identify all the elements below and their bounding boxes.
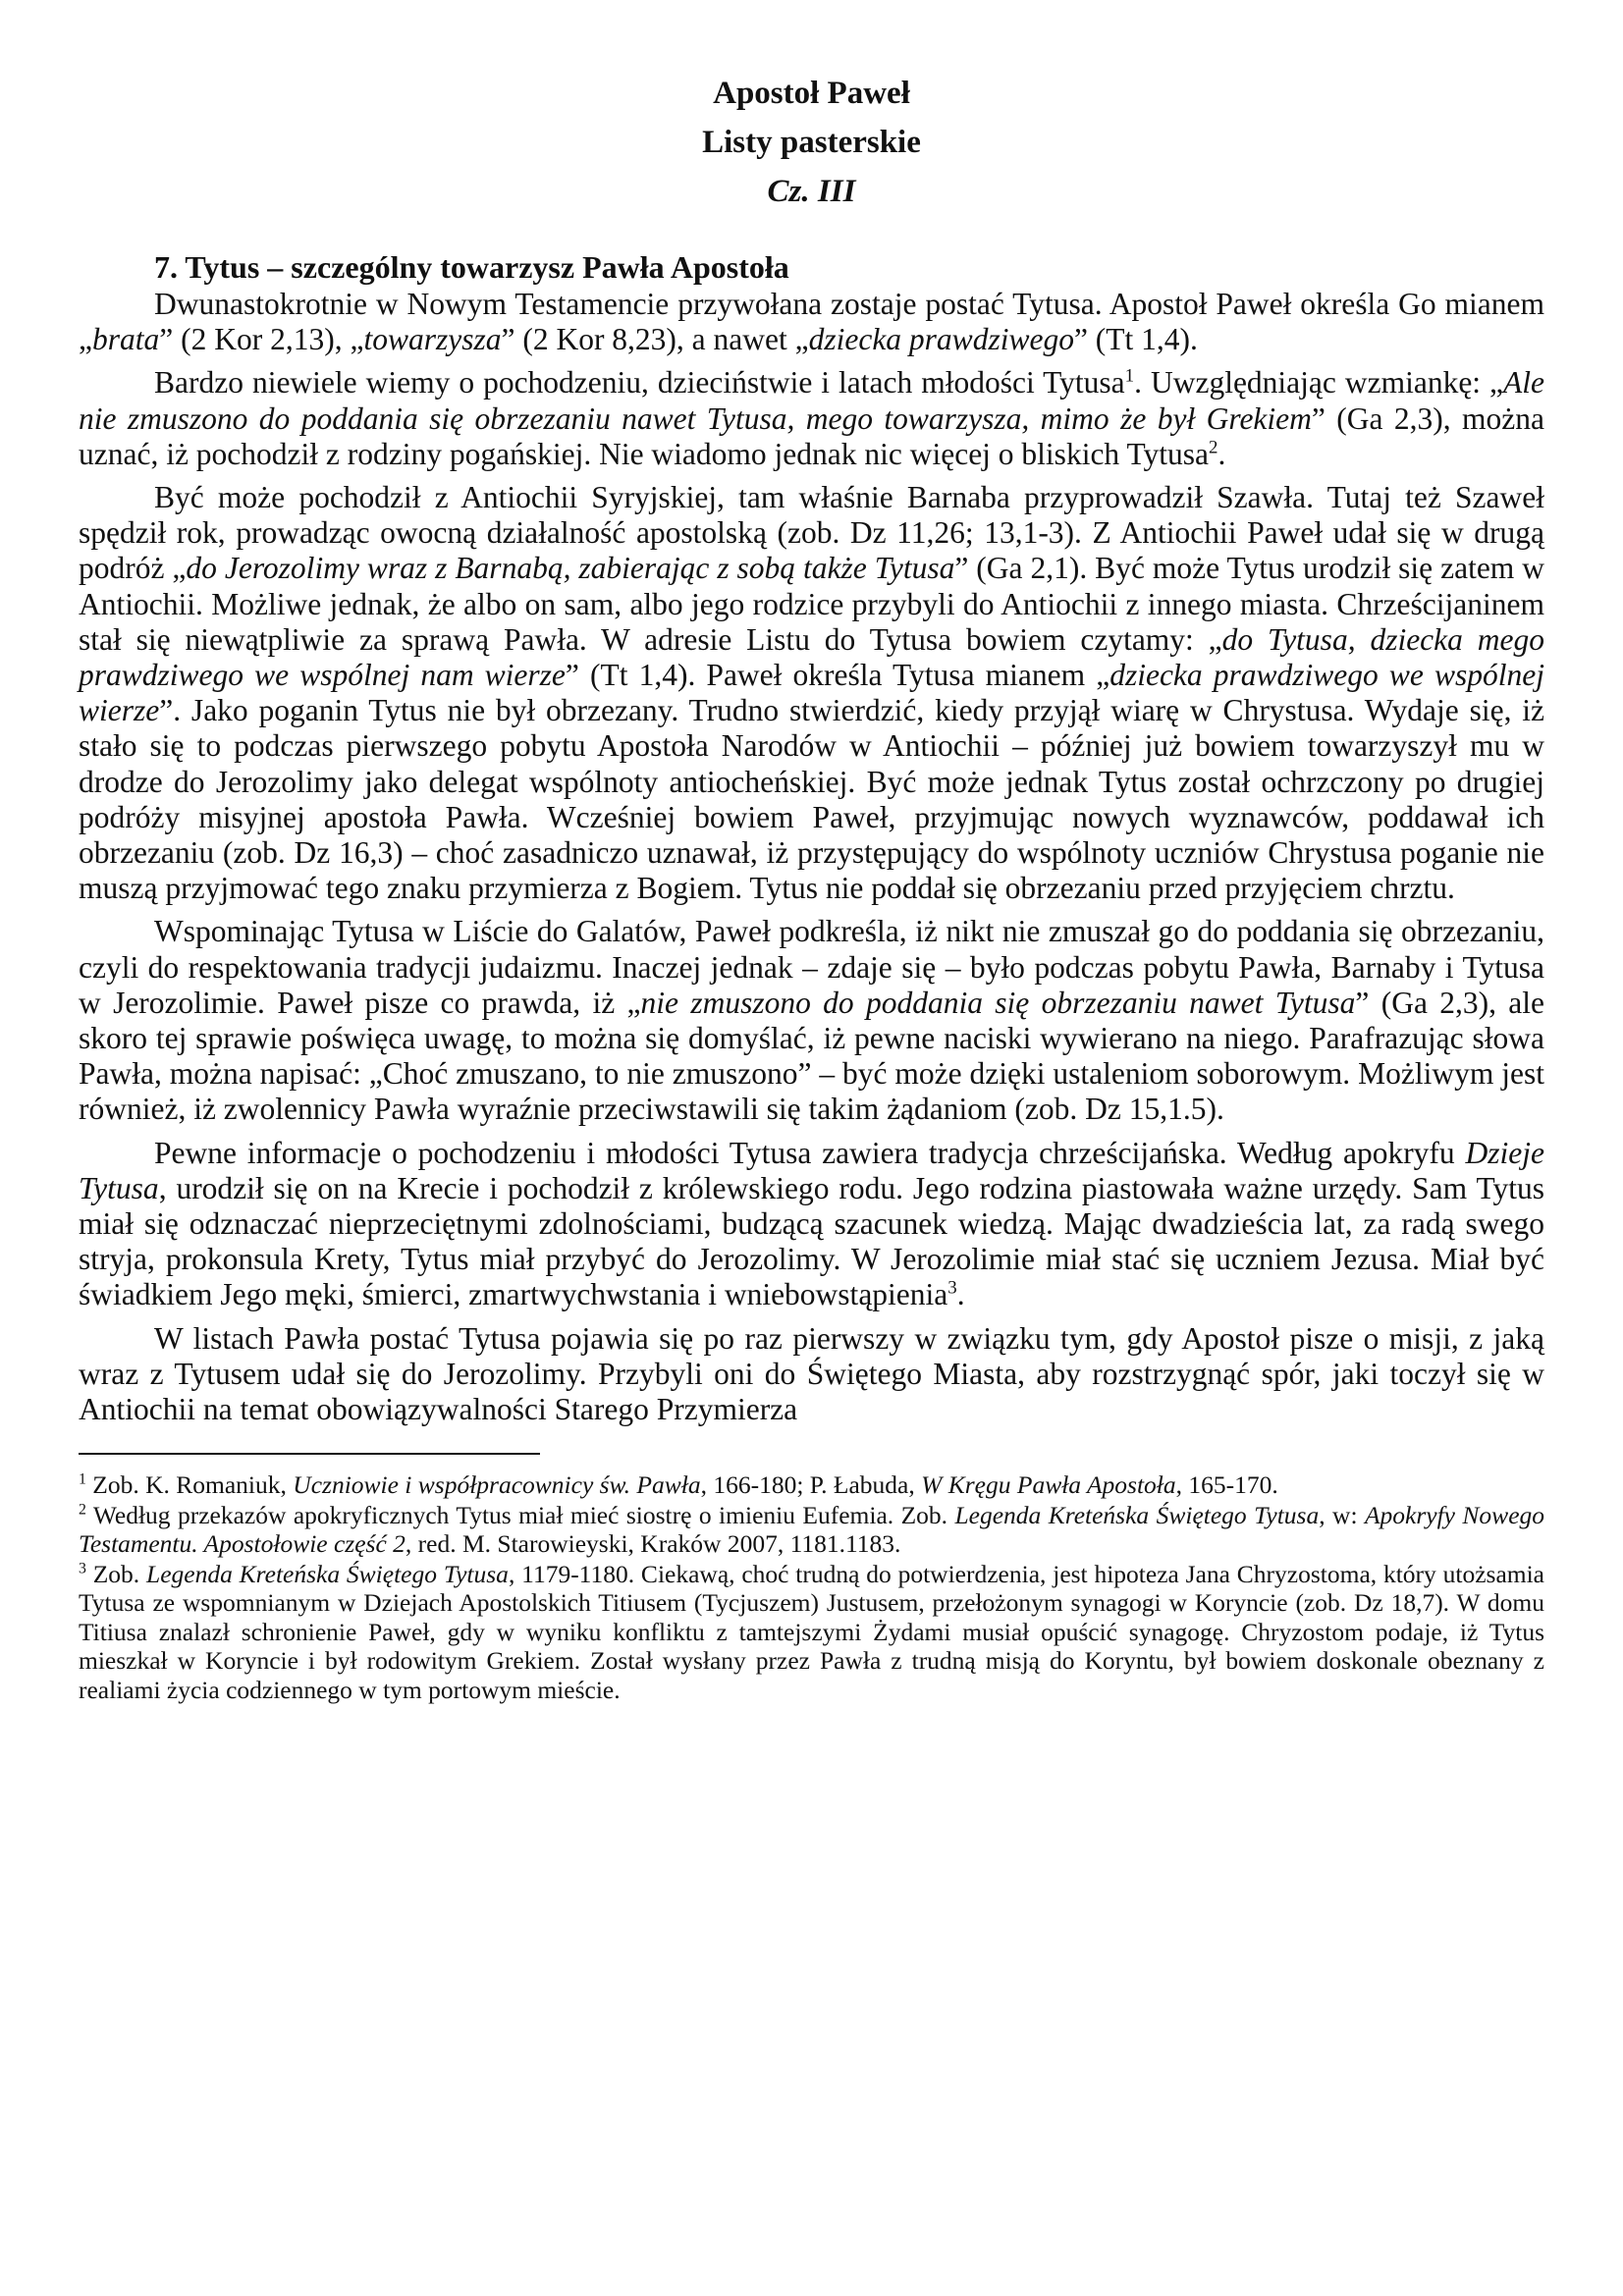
quotation: Dzieje Tytusa (79, 1135, 1544, 1205)
footnote (79, 1560, 1544, 1705)
quotation: nie zmuszono do poddania się obrzezaniu nawet Tytusa (640, 985, 1356, 1020)
footnote-separator (79, 1453, 540, 1455)
text-run: , red. M. Starowieyski, Kraków 2007, 1181.1183. (405, 1529, 901, 1559)
text-run: Według przekazów apokryficznych Tytus miał mieć siostrę o imieniu Eufemia. Zob. (85, 1500, 955, 1529)
text-run: ”. Jako poganin Tytus nie był obrzezany. Trudno stwierdzić, kiedy przyjął wiarę w Chrystusa. Wydaje się, iż stało się to podczas pierwszego pobytu Apostoła Narodów w Antiochii – później już bowiem towarzyszył mu w drodze do Jerozolimy jako delegat wspólnoty antiocheńskiej. Być może jednak Tytus został ochrzczony po drugiej podróży misyjnej apostoła Pawła. Wcześniej bowiem Paweł, przyjmując nowych wyznawców, poddawał ich obrzezaniu (zob. Dz 16,3) – choć zasadniczo uznawał, iż przystępujący do wspólnoty uczniów Chrystusa poganie nie muszą przyjmować tego znaku przymierza z Bogiem. Tytus nie poddał się obrzezaniu przed przyjęciem chrztu. (79, 693, 1544, 906)
text-run: ” (Tt 1,4). Paweł określa Tytusa mianem „ (565, 658, 1110, 693)
text-run: , 1179-1180. Ciekawą, choć trudną do potwierdzenia, jest hipoteza Jana Chryzostoma, który utożsamia Tytusa ze wspomnianym w Dziejach Apostolskich Titiusem (Tycjuszem) Justusem, przełożonym synagogi w Koryncie (zob. Dz 18,7). W domu Titiusa znalazł schronienie Paweł, gdy w wyniku konfliktu z tamtejszymi Żydami musiał opuścić synagogę. Chryzostom podaje, iż Tytus mieszkał w Koryncie i był rodowitym Grekiem. Został wysłany przez Pawła z trudną misją do Koryntu, był bowiem doskonale obeznany z realiami życia codziennego w tym portowym mieście. (79, 1559, 1545, 1704)
text-run: Dwunastokrotnie w Nowym Testamencie przywołana zostaje postać Tytusa. Apostoł Paweł określa Go mianem „ (79, 287, 1544, 357)
paragraph (79, 1136, 1544, 1313)
text-run: ” (Ga 2,1). Być może Tytus urodził się zatem w Antiochii. Możliwe jednak, że albo on sam, albo jego rodzice przybyli do Antiochii z innego miasta. Chrześcijaninem stał się niewątpliwie za sprawą Pawła. W adresie Listu do Tytusa bowiem czytamy: „ (79, 551, 1545, 657)
quotation: brata (91, 322, 160, 357)
text-run: ” (Ga 2,3), można uznać, iż pochodził z rodziny pogańskiej. Nie wiadomo jednak nic więcej o bliskich Tytusa (79, 400, 1544, 471)
footnote-number: 2 (79, 1501, 86, 1519)
text-run: W listach Pawła postać Tytusa pojawia się po raz pierwszy w związku tym, gdy Apostoł pisze o misji, z jaką wraz z Tytusem udał się do Jerozolimy. Przybyli oni do Świętego Miasta, aby rozstrzygnąć spór, jaki toczył się w Antiochii na temat obowiązywalności Starego Przymierza (79, 1320, 1544, 1427)
footnote-ref: 1 (1124, 365, 1135, 387)
document-subtitle: Listy pasterskie (702, 125, 921, 160)
document-page (79, 69, 1544, 1705)
footnotes (79, 1470, 1544, 1704)
footnote (79, 1501, 1544, 1559)
paragraph (79, 914, 1544, 1127)
quotation: do Tytusa, dziecka mego prawdziwego we wspólnej nam wierze (79, 621, 1544, 693)
text-run: , urodził się on na Krecie i pochodził z królewskiego rodu. Jego rodzina piastowała ważne urzędy. Sam Tytus miał się odznaczać nieprzeciętnymi zdolnościami, budzącą szacunek wiedzą. Mając dwadzieścia lat, za radą swego stryja, prokonsula Krety, Tytus miał przybyć do Jerozolimy. W Jerozolimie miał stać się uczniem Jezusa. Miał być świadkiem Jego męki, śmierci, zmartwychwstania i wniebowstąpienia (79, 1170, 1544, 1312)
text-run: ” (2 Kor 8,23), a nawet „ (501, 322, 809, 357)
quotation: towarzysza (363, 322, 502, 357)
text-run: Zob. K. Romaniuk, (85, 1470, 294, 1500)
section-heading: 7. Tytus – szczególny towarzysz Pawła Apostoła (154, 249, 789, 285)
paragraph (79, 365, 1544, 472)
text-run: , 165-170. (1175, 1470, 1278, 1500)
quotation: Legenda Kreteńska Świętego Tytusa (146, 1559, 509, 1588)
quotation: dziecka prawdziwego we wspólnej wierze (79, 658, 1544, 728)
footnote-number: 1 (79, 1470, 86, 1488)
text-run: , w: (1319, 1500, 1365, 1529)
text-run: Wspominając Tytusa w Liście do Galatów, Paweł podkreśla, iż nikt nie zmuszał go do poddania się obrzezaniu, czyli do respektowania tradycji judaizmu. Inaczej jednak – zdaje się – było podczas pobytu Pawła, Barnaby i Tytusa w Jerozolimie. Paweł pisze co prawda, iż „ (79, 914, 1544, 1020)
title-block (79, 69, 1544, 216)
text-run: ” (Ga 2,3), ale skoro tej sprawie poświęca uwagę, to można się domyślać, iż pewne naciski wywierano na niego. Parafrazując słowa Pawła, można napisać: „Choć zmuszano, to nie zmuszono” – być może dzięki ustaleniom soborowym. Możliwym jest również, iż zwolennicy Pawła wyraźnie przeciwstawili się takim żądaniom (zob. Dz 15,1.5). (79, 985, 1545, 1127)
document-part: Cz. III (767, 174, 856, 209)
quotation: Ale nie zmuszono do poddania się obrzezaniu nawet Tytusa, mego towarzysza, mimo że był Grekiem (79, 365, 1545, 436)
text-run: , 166-180; P. Łabuda, (700, 1470, 922, 1500)
body-text (79, 287, 1544, 1427)
text-run: ” (2 Kor 2,13), „ (159, 322, 364, 357)
paragraph (79, 480, 1544, 906)
footnote-number: 3 (79, 1560, 86, 1577)
text-run: . (956, 1277, 965, 1312)
quotation: dziecka prawdziwego (808, 322, 1074, 357)
footnote-ref: 3 (947, 1277, 957, 1299)
paragraph (79, 287, 1544, 357)
quotation: W Kręgu Pawła Apostoła (921, 1470, 1176, 1500)
quotation: Apokryfy Nowego Testamentu. Apostołowie część 2 (79, 1500, 1545, 1559)
text-run: Bardzo niewiele wiemy o pochodzeniu, dzieciństwie i latach młodości Tytusa (154, 365, 1125, 400)
quotation: Uczniowie i współpracownicy św. Pawła (293, 1470, 701, 1500)
footnote (79, 1470, 1544, 1500)
paragraph (79, 1321, 1544, 1428)
document-title: Apostoł Paweł (713, 76, 910, 111)
text-run: . Uwzględniając wzmiankę: „ (1134, 365, 1504, 400)
text-run: Pewne informacje o pochodzeniu i młodości Tytusa zawiera tradycja chrześcijańska. Według apokryfu (154, 1135, 1466, 1170)
quotation: Legenda Kreteńska Świętego Tytusa (954, 1500, 1320, 1529)
text-run: . (1217, 436, 1226, 471)
quotation: do Jerozolimy wraz z Barnabą, zabierając z sobą także Tytusa (186, 551, 955, 586)
text-run: Zob. (85, 1559, 147, 1588)
footnote-ref: 2 (1209, 437, 1218, 458)
text-run: Być może pochodził z Antiochii Syryjskiej, tam właśnie Barnaba przyprowadził Szawła. Tutaj też Szaweł spędził rok, prowadząc owocną działalność apostolską (zob. Dz 11,26; 13,1-3). Z Antiochii Paweł udał się w drugą podróż „ (79, 480, 1544, 586)
text-run: ” (Tt 1,4). (1073, 322, 1198, 357)
